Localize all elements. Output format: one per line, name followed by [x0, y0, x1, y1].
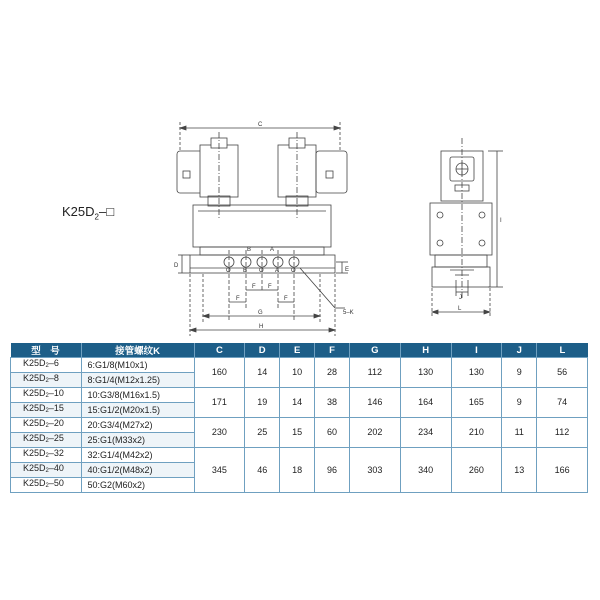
value-f: 28	[315, 358, 350, 388]
model-subscript: 2	[45, 468, 49, 474]
value-l: 74	[537, 388, 588, 418]
thread-cell: 8:G1/4(M12x1.25)	[81, 373, 194, 388]
value-i: 130	[451, 358, 502, 388]
port-mark-4: A	[275, 268, 280, 274]
table-row	[11, 448, 588, 463]
value-j: 9	[502, 388, 537, 418]
label-g: G	[258, 310, 263, 316]
header-l: L	[537, 343, 588, 358]
model-name: K25D	[23, 478, 46, 488]
header-model: 型 号	[11, 343, 82, 358]
model-subscript: 2	[45, 423, 49, 429]
header-i: I	[451, 343, 502, 358]
value-c: 345	[194, 448, 245, 493]
label-c: C	[258, 122, 263, 128]
value-l: 166	[537, 448, 588, 493]
model-subscript: 2	[45, 438, 49, 444]
model-name: K25D	[23, 388, 46, 398]
model-subscript: 2	[45, 363, 49, 369]
value-g: 202	[349, 418, 400, 448]
header-e: E	[280, 343, 315, 358]
thread-cell: 25:G1(M33x2)	[81, 433, 194, 448]
model-name: K25D	[23, 463, 46, 473]
model-name: K25D	[23, 433, 46, 443]
thread-cell: 20:G3/4(M27x2)	[81, 418, 194, 433]
table-row	[11, 418, 588, 433]
value-d: 19	[245, 388, 280, 418]
value-c: 160	[194, 358, 245, 388]
table-row	[11, 358, 588, 373]
value-h: 234	[400, 418, 451, 448]
thread-cell: 32:G1/4(M42x2)	[81, 448, 194, 463]
label-l: L	[458, 306, 462, 312]
model-suffix: –□	[98, 204, 115, 219]
model-subscript: 2	[45, 408, 49, 414]
model-cell	[11, 403, 82, 418]
label-j: J	[459, 295, 462, 301]
model-name: K25D	[23, 373, 46, 383]
header-thread: 接管螺纹K	[81, 343, 194, 358]
model-label	[62, 204, 114, 222]
model-cell	[11, 448, 82, 463]
port-mark-3: O	[259, 268, 264, 274]
model-prefix: K25D	[62, 204, 95, 219]
value-i: 260	[451, 448, 502, 493]
model-name: K25D	[23, 358, 46, 368]
value-g: 112	[349, 358, 400, 388]
header-g: G	[349, 343, 400, 358]
label-f3: F	[236, 296, 240, 302]
value-e: 14	[280, 388, 315, 418]
thread-cell: 10:G3/8(M16x1.5)	[81, 388, 194, 403]
model-name: K25D	[23, 448, 46, 458]
value-e: 15	[280, 418, 315, 448]
value-j: 9	[502, 358, 537, 388]
header-j: J	[502, 343, 537, 358]
port-mark-1: O	[226, 268, 231, 274]
spec-table-body	[11, 358, 588, 493]
value-l: 56	[537, 358, 588, 388]
model-subscript: 2	[45, 453, 49, 459]
value-f: 38	[315, 388, 350, 418]
model-name: K25D	[23, 418, 46, 428]
value-h: 164	[400, 388, 451, 418]
value-e: 10	[280, 358, 315, 388]
model-size: –6	[48, 358, 59, 368]
model-size: –8	[48, 373, 59, 383]
model-cell	[11, 373, 82, 388]
port-mark-5: O	[291, 268, 296, 274]
model-subscript: 2	[45, 483, 49, 489]
header-h: H	[400, 343, 451, 358]
value-g: 303	[349, 448, 400, 493]
value-h: 340	[400, 448, 451, 493]
value-h: 130	[400, 358, 451, 388]
port-mark-2: B	[243, 268, 248, 274]
thread-cell: 50:G2(M60x2)	[81, 478, 194, 493]
thread-cell: 40:G1/2(M48x2)	[81, 463, 194, 478]
value-c: 230	[194, 418, 245, 448]
model-cell	[11, 388, 82, 403]
header-row	[11, 343, 588, 358]
label-hole: 5–K	[343, 310, 354, 316]
model-size: –15	[48, 403, 64, 413]
label-b: B	[247, 247, 252, 253]
side-view	[430, 138, 503, 318]
model-size: –50	[48, 478, 64, 488]
header-c: C	[194, 343, 245, 358]
value-j: 13	[502, 448, 537, 493]
model-size: –25	[48, 433, 64, 443]
front-view	[177, 122, 348, 336]
model-name: K25D	[23, 403, 46, 413]
value-c: 171	[194, 388, 245, 418]
model-subscript: 2	[45, 393, 49, 399]
value-e: 18	[280, 448, 315, 493]
model-size: –32	[48, 448, 64, 458]
value-f: 96	[315, 448, 350, 493]
label-f2: F	[268, 284, 272, 290]
model-cell	[11, 463, 82, 478]
value-f: 60	[315, 418, 350, 448]
model-size: –20	[48, 418, 64, 428]
model-subscript: 2	[45, 378, 49, 384]
model-cell	[11, 433, 82, 448]
label-h: H	[259, 324, 264, 330]
header-f: F	[315, 343, 350, 358]
model-size: –40	[48, 463, 64, 473]
value-l: 112	[537, 418, 588, 448]
label-f4: F	[284, 296, 288, 302]
value-g: 146	[349, 388, 400, 418]
header-d: D	[245, 343, 280, 358]
value-d: 14	[245, 358, 280, 388]
table-row	[11, 388, 588, 403]
label-e: E	[345, 267, 350, 273]
model-cell	[11, 418, 82, 433]
model-size: –10	[48, 388, 64, 398]
model-subscript: 2	[94, 212, 99, 222]
value-i: 210	[451, 418, 502, 448]
label-a: A	[270, 247, 275, 253]
value-i: 165	[451, 388, 502, 418]
thread-cell: 6:G1/8(M10x1)	[81, 358, 194, 373]
spec-table	[10, 343, 588, 493]
label-i: I	[500, 218, 502, 224]
thread-cell: 15:G1/2(M20x1.5)	[81, 403, 194, 418]
value-d: 25	[245, 418, 280, 448]
model-cell	[11, 358, 82, 373]
label-d: D	[174, 263, 179, 269]
label-f1: F	[252, 284, 256, 290]
value-d: 46	[245, 448, 280, 493]
value-j: 11	[502, 418, 537, 448]
model-cell	[11, 478, 82, 493]
